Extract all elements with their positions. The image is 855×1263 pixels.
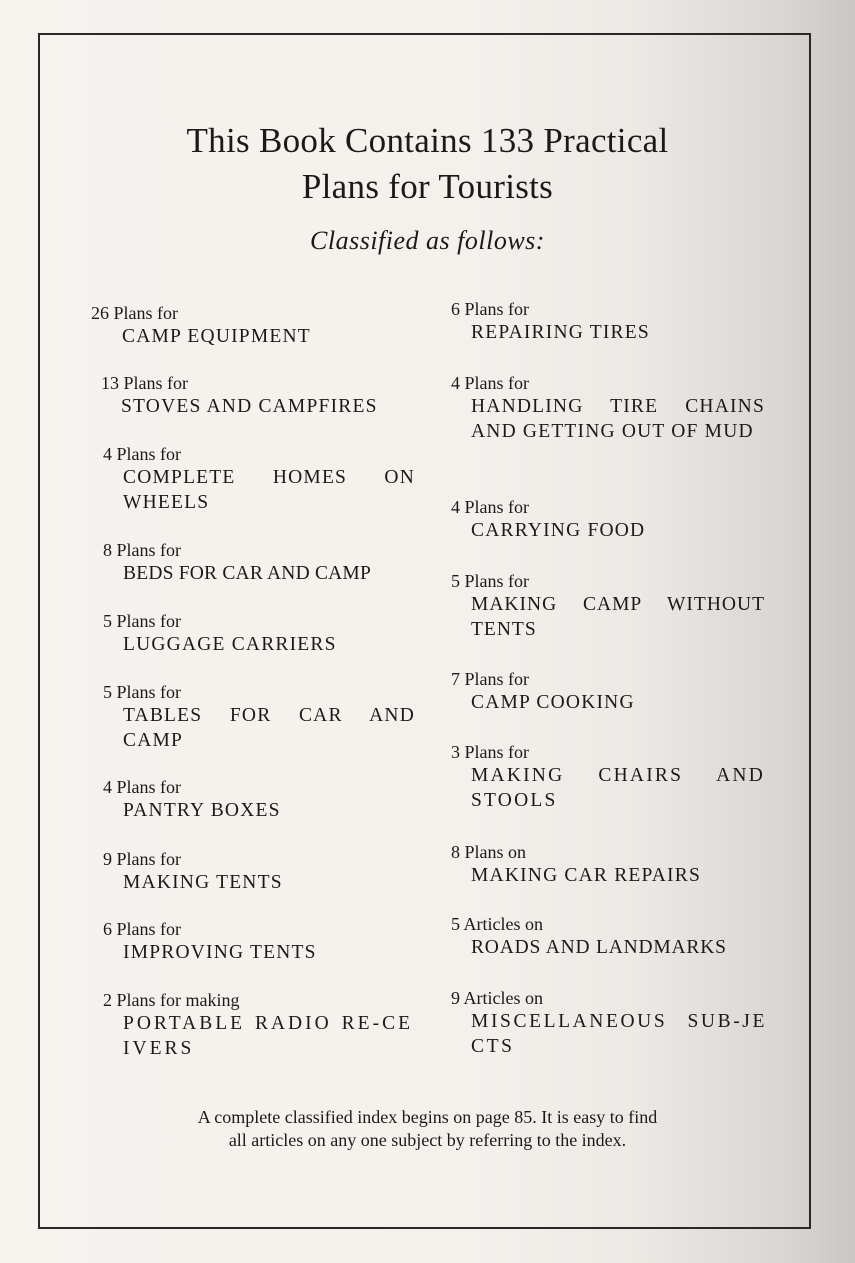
entry-topic: IMPROVING TENTS [123, 942, 317, 963]
index-note [0, 1106, 855, 1152]
page-title [0, 118, 855, 210]
list-item [103, 847, 423, 896]
entry-topic: ROADS AND LANDMARKS [471, 937, 727, 958]
list-item [451, 840, 771, 889]
entry-lead: 2 Plans for making [103, 990, 240, 1010]
list-item [103, 680, 415, 753]
list-item [103, 988, 413, 1061]
list-item [451, 986, 767, 1059]
entry-topic: REPAIRING TIRES [471, 322, 650, 343]
entry-lead: 13 Plans for [101, 373, 188, 393]
entry-lead: 4 Plans for [103, 444, 181, 464]
entry-topic: MAKING TENTS [123, 872, 283, 893]
list-item [103, 538, 423, 587]
entry-lead: 5 Plans for [103, 611, 181, 631]
entry-lead: 8 Plans for [103, 540, 181, 560]
entry-lead: 4 Plans for [103, 777, 181, 797]
entry-topic: BEDS FOR CAR AND CAMP [123, 563, 372, 584]
entry-lead: 6 Plans for [103, 919, 181, 939]
list-item [103, 775, 423, 824]
entry-topic: MAKING CAR REPAIRS [471, 865, 702, 886]
entry-topic: MAKING CHAIRS AND STOOLS [471, 765, 765, 811]
entry-lead: 5 Articles on [451, 914, 543, 934]
list-item [451, 371, 765, 444]
entry-lead: 6 Plans for [451, 299, 529, 319]
list-item [451, 297, 771, 346]
entry-lead: 26 Plans for [91, 303, 178, 323]
entry-topic: MAKING CAMP WITHOUT TENTS [471, 594, 765, 640]
list-item [451, 912, 771, 961]
list-item [451, 495, 771, 544]
entry-topic: CARRYING FOOD [471, 520, 646, 541]
list-item [451, 740, 765, 813]
title-line-2: Plans for Tourists [301, 167, 554, 206]
list-item [451, 667, 771, 716]
entry-topic: CAMP COOKING [471, 692, 635, 713]
entry-lead: 4 Plans for [451, 497, 529, 517]
entry-lead: 5 Plans for [451, 571, 529, 591]
entry-lead: 4 Plans for [451, 373, 529, 393]
entry-lead: 7 Plans for [451, 669, 529, 689]
index-note-line-1: A complete classified index begins on page 85. It is easy to find [197, 1107, 658, 1127]
entry-lead: 9 Articles on [451, 988, 543, 1008]
entry-lead: 3 Plans for [451, 742, 529, 762]
list-item [103, 917, 423, 966]
entry-lead: 9 Plans for [103, 849, 181, 869]
list-item [103, 609, 423, 658]
entry-topic: COMPLETE HOMES ON WHEELS [123, 467, 415, 513]
entry-lead: 5 Plans for [103, 682, 181, 702]
entry-topic: STOVES AND CAMPFIRES [121, 396, 378, 417]
entry-topic: PANTRY BOXES [123, 800, 281, 821]
index-note-line-2: all articles on any one subject by referring to the index. [228, 1130, 627, 1150]
list-item [91, 301, 422, 350]
subtitle: Classified as follows: [310, 226, 545, 255]
list-item [103, 442, 415, 515]
list-item [101, 371, 421, 420]
list-item [451, 569, 765, 642]
entry-topic: HANDLING TIRE CHAINS AND GETTING OUT OF MUD [471, 396, 765, 442]
entry-topic: PORTABLE RADIO RE-CEIVERS [123, 1013, 413, 1059]
title-line-1: This Book Contains 133 Practical [186, 121, 669, 160]
entry-lead: 8 Plans on [451, 842, 527, 862]
entry-topic: MISCELLANEOUS SUB-JECTS [471, 1011, 767, 1057]
entry-topic: CAMP EQUIPMENT [122, 326, 311, 347]
entry-topic: LUGGAGE CARRIERS [123, 634, 337, 655]
entry-topic: TABLES FOR CAR AND CAMP [123, 705, 415, 751]
